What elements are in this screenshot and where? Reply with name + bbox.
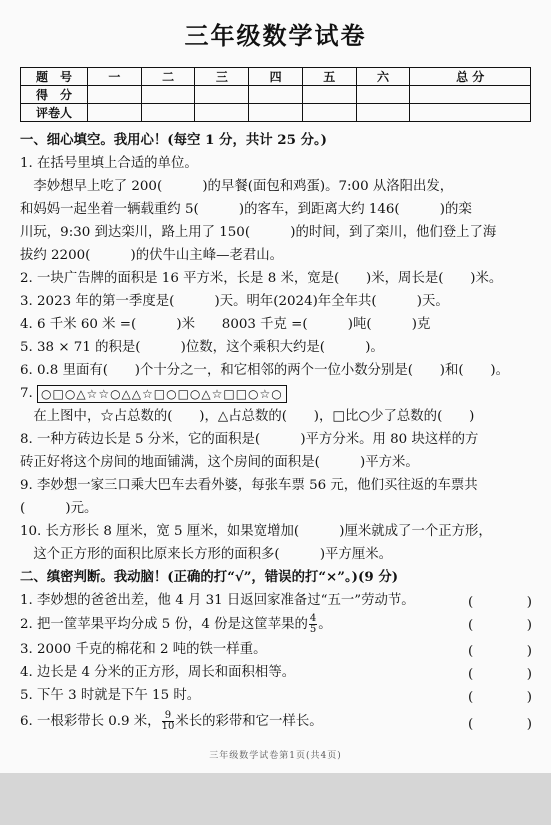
section2-heading: 二、缜密判断。我动脑！(正确的打“√”，错误的打“×”。)(9 分): [20, 569, 399, 585]
question-1-line-1: 李妙想早上吃了 200( )的早餐(面包和鸡蛋)。7:00 从洛阳出发，: [20, 179, 454, 194]
judge-question-6-end: 米长的彩带和它一样长。: [175, 714, 323, 729]
judge-question-2-end: 。: [318, 617, 332, 632]
score-table-cell: [249, 104, 303, 122]
judge-question-6-text: 6. 一根彩带长 0.9 米，: [20, 714, 161, 729]
score-table-cell: 二: [141, 68, 195, 86]
question-6: 6. 0.8 里面有( )个十分之一，和它相邻的两个一位小数分别是( )和( )。: [20, 363, 510, 378]
section1-heading: 一、细心填空。我用心！(每空 1 分，共计 25 分。): [20, 132, 327, 148]
judge-question-4: 4. 边长是 4 分米的正方形，周长和面积相等。: [20, 665, 296, 680]
answer-paren-1: ( ): [468, 595, 533, 610]
question-10-line-1: 10. 长方形长 8 厘米，宽 5 厘米，如果宽增加( )厘米就成了一个正方形，: [20, 524, 492, 539]
question-8-line-2: 砖正好将这个房间的地面铺满，这个房间的面积是( )平方米。: [20, 455, 419, 470]
score-table-row: [21, 86, 531, 104]
score-table-row: [21, 68, 531, 86]
question-2: 2. 一块广告牌的面积是 16 平方米，长是 8 米，宽是( )米，周长是( )米。: [20, 271, 503, 286]
score-table-cell: 六: [356, 68, 410, 86]
score-table-cell: 一: [88, 68, 142, 86]
judge-question-1: 1. 李妙想的爸爸出差，他 4 月 31 日返回家准备过“五一”劳动节。: [20, 593, 415, 608]
question-1-line-3: 川玩，9:30 到达栾川，路上用了 150( )的时间，到了栾川，他们登上了海: [20, 225, 497, 240]
fraction-nine-tenths: [162, 711, 175, 732]
score-table-cell: 三: [195, 68, 249, 86]
judge-question-2-text: 2. 把一筐苹果平均分成 5 份，4 份是这筐苹果的: [20, 617, 308, 632]
score-table-cell: [141, 86, 195, 104]
question-9-line-2: ( )元。: [20, 501, 98, 516]
score-table-cell: 总 分: [410, 68, 531, 86]
question-9-line-1: 9. 李妙想一家三口乘大巴车去看外婆，每张车票 56 元，他们买往返的车票共: [20, 478, 478, 493]
answer-paren-3: ( ): [468, 644, 533, 659]
score-table-cell: 四: [249, 68, 303, 86]
question-10-line-2: 这个正方形的面积比原来长方形的面积多( )平方厘米。: [20, 547, 392, 562]
answer-paren-4: ( ): [468, 667, 533, 682]
score-table-cell: [410, 104, 531, 122]
fraction-numerator: 4: [309, 613, 317, 624]
page-footer: 三年级数学试卷第1页(共4页): [209, 751, 342, 761]
score-table-cell: 评卷人: [21, 104, 88, 122]
question-1-line-2: 和妈妈一起坐着一辆载重约 5( )的客车，到距离大约 146( )的栾: [20, 202, 472, 217]
score-table-cell: [356, 104, 410, 122]
score-table-cell: 题 号: [21, 68, 88, 86]
score-table-cell: 得 分: [21, 86, 88, 104]
score-table-row: [21, 104, 531, 122]
score-table-cell: [195, 104, 249, 122]
score-table-cell: [141, 104, 195, 122]
fraction-denominator: 5: [309, 624, 317, 635]
judge-question-2: [20, 614, 332, 635]
shape-sequence-box: ○□○△☆☆○△△☆□○□○△☆□□○☆○: [37, 385, 287, 403]
score-table-cell: [302, 86, 356, 104]
fraction-numerator: 9: [162, 711, 175, 722]
question-7: [20, 384, 287, 403]
score-table-cell: [249, 86, 303, 104]
question-8-line-1: 8. 一种方砖边长是 5 分米，它的面积是( )平方分米。用 80 块这样的方: [20, 432, 479, 447]
question-3: 3. 2023 年的第一季度是( )天。明年(2024)年全年共( )天。: [20, 294, 449, 309]
score-table-cell: [88, 104, 142, 122]
score-table-cell: [356, 86, 410, 104]
score-table-cell: [195, 86, 249, 104]
judge-question-3: 3. 2000 千克的棉花和 2 吨的铁一样重。: [20, 642, 267, 657]
question-4: 4. 6 千米 60 米 =( )米 8003 千克 =( )吨( )克: [20, 317, 431, 332]
answer-paren-6: ( ): [468, 717, 533, 732]
score-table-cell: [410, 86, 531, 104]
answer-paren-5: ( ): [468, 690, 533, 705]
judge-question-6: [20, 711, 323, 732]
question-7-number: 7.: [20, 386, 33, 401]
fraction-denominator: 10: [161, 721, 175, 732]
score-table: [20, 67, 531, 122]
score-table-cell: 五: [302, 68, 356, 86]
score-table-cell: [302, 104, 356, 122]
question-1: 1. 在括号里填上合适的单位。: [20, 156, 198, 171]
question-5: 5. 38 × 71 的积是( )位数，这个乘积大约是( )。: [20, 340, 384, 355]
answer-paren-2: ( ): [468, 618, 533, 633]
fraction-four-fifths: [309, 614, 317, 635]
score-table-cell: [88, 86, 142, 104]
judge-question-5: 5. 下午 3 时就是下午 15 时。: [20, 688, 201, 703]
exam-title: 三年级数学试卷: [184, 21, 367, 50]
question-7-text: 在上图中，☆占总数的( )，△占总数的( )，□比○少了总数的( ): [20, 409, 475, 424]
question-1-line-4: 拔约 2200( )的伏牛山主峰—老君山。: [20, 248, 284, 263]
